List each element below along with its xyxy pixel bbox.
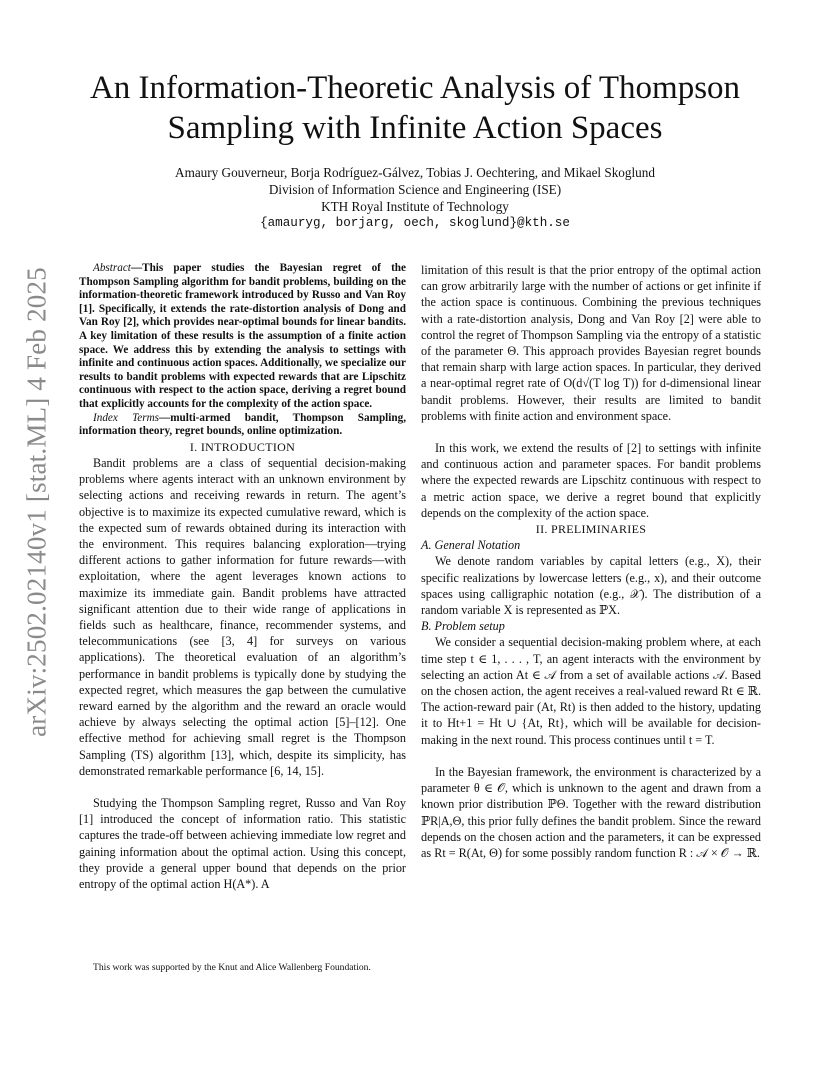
subsection-problem-setup: B. Problem setup <box>421 619 505 634</box>
abstract-text: —This paper studies the Bayesian regret of the Thompson Sampling algorithm for bandit problems, building on the information-theoretic framework introduced by Russo and Van Roy [1]. Specifically, it extends the rate-distortion analysis of Dong and Van Roy [2], which provides near-optimal bounds for linear bandits. A key limitation of these results is the assumption of a finite action space. We address this by extending the analysis to settings with infinite and continuous action spaces. Additionally, we specialize our results to bandit problems with expected rewards that are Lipschitz continuous with respect to the action space, deriving a regret bound that explicitly accounts for the complexity of the action space. <box>79 262 406 410</box>
arxiv-id: arXiv:2502.02140v1 [stat.ML] 4 Feb 2025 <box>21 267 52 737</box>
section-introduction-heading: I. INTRODUCTION <box>189 439 296 454</box>
setup-paragraph-1: We consider a sequential decision-making problem where, at each time step t ∈ 1, . . . , T, an agent interacts with the environment by selecting an action At ∈ 𝒜 from a set of available actions 𝒜. Based on the chosen action, the agent receives a real-valued reward Rt ∈ ℝ. The action-reward pair (At, Rt) is then added to the history, updating it to Ht+1 = Ht ∪ {At, Rt}, which will be available for decision-making in the next round. This process continues until t = T. <box>421 635 761 747</box>
index-terms <box>79 412 406 439</box>
intro-paragraph-3: In this work, we extend the results of [2] to settings with infinite and continuous action and parameter spaces. For bandit problems where the expected rewards are Lipschitz continuous with respect to a metric action space, we derive a regret bound that explicitly depends on the complexity of the action space. <box>421 441 761 520</box>
notation-paragraph: We denote random variables by capital letters (e.g., X), their specific realizations by lowercase letters (e.g., x), and their outcome spaces using calligraphic notation (e.g., 𝒳). The distribution of a random variable X is represented as ℙX. <box>421 554 761 618</box>
paper-title: An Information-Theoretic Analysis of Thompson Sampling with Infinite Action Spaces <box>89 70 741 146</box>
abstract <box>79 262 406 412</box>
arxiv-watermark <box>14 262 60 742</box>
intro-paragraph-2-cont: limitation of this result is that the prior entropy of the optimal action can grow arbitrarily large with the number of actions or get infinite if the action space is continuous. Combining the previous techniques with a rate-distortion analysis, Dong and Van Roy [2] were able to control the regret of Thompson Sampling via the entropy of a statistic of the parameter Θ. This approach provides Bayesian regret bounds that remain sharp with large action spaces. In particular, they derived a near-optimal regret rate of O(d√(T log T)) for d-dimensional linear bandit problems. However, their results are limited to bandit problems with finite action and environment space. <box>421 263 761 423</box>
right-column <box>421 262 761 861</box>
author-emails: {amauryg, borjarg, oech, skoglund}@kth.se <box>260 216 570 230</box>
index-terms-label: Index Terms <box>93 411 160 424</box>
index-terms-text: —multi-armed bandit, Thompson Sampling, information theory, regret bounds, online optimization. <box>79 411 406 438</box>
section-preliminaries-heading: II. PRELIMINARIES <box>535 522 647 537</box>
abstract-label: Abstract <box>93 262 131 274</box>
intro-paragraph-1: Bandit problems are a class of sequential decision-making problems where agents interact with an unknown environment by selecting actions and receiving rewards in return. The agent’s objective is to maximize its expected cumulative reward, which is the expected sum of rewards obtained during its interaction with the environment. This requires balancing exploration—trying different actions to gather information for future rewards—with exploitation, where the agent leverages known actions to maximize its immediate gain. Bandit problems have attracted significant attention due to their wide range of applications in fields such as healthcare, finance, recommender systems, and telecommunications (see [3, 4] for surveys on various applications). The theoretical evaluation of an algorithm’s performance in bandit problems is typically done by studying the expected regret, which measures the gap between the cumulative reward earned by the algorithm and the reward an oracle would achieve by always selecting the optimal action [5]–[12]. One effective method for achieving small regret is the Thompson Sampling (TS) algorithm [13], which, despite its simplicity, has demonstrated remarkable performance [6, 14, 15]. <box>79 455 406 778</box>
intro-paragraph-2: Studying the Thompson Sampling regret, Russo and Van Roy [1] introduced the concept of information ratio. This statistic captures the trade-off between achieving immediate low regret and gaining information about the optimal action. Using this concept, they provide a general upper bound that depends on the prior entropy of the optimal action H(A*). A <box>79 795 406 891</box>
affiliation-1: Division of Information Science and Engineering (ISE) <box>268 182 562 197</box>
subsection-general-notation: A. General Notation <box>421 538 521 553</box>
author-block <box>60 164 770 232</box>
affiliation-2: KTH Royal Institute of Technology <box>321 199 509 214</box>
left-column <box>79 262 406 892</box>
setup-paragraph-2: In the Bayesian framework, the environment is characterized by a parameter θ ∈ 𝒪, which is unknown to the agent and drawn from a known prior distribution ℙΘ. Together with the reward distribution ℙR|A,Θ, this prior fully defines the bandit problem. Since the reward depends on the chosen action and the parameters, it can be expressed as Rt = R(At, Θ) for some possibly random function R : 𝒜 × 𝒪 → ℝ. <box>421 764 761 860</box>
footnote: This work was supported by the Knut and Alice Wallenberg Foundation. <box>93 962 371 973</box>
author-list: Amaury Gouverneur, Borja Rodríguez-Gálvez, Tobias J. Oechtering, and Mikael Skoglund <box>175 165 655 180</box>
